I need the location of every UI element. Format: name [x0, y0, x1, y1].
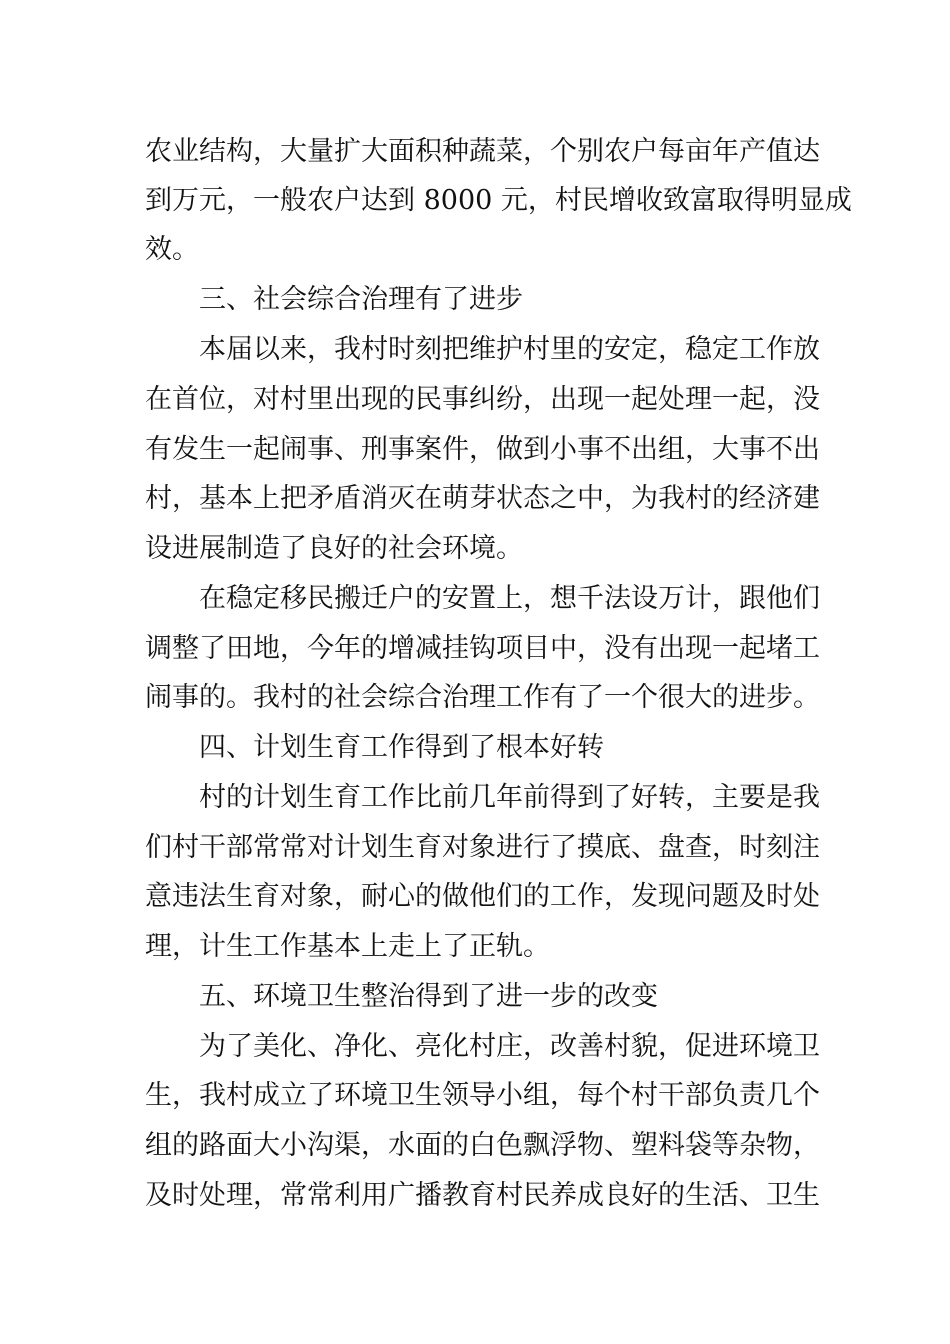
text-line: 到万元，一般农户达到 8000 元，村民增收致富取得明显成 — [145, 185, 852, 216]
text-line: 们村干部常常对计划生育对象进行了摸底、盘查，时刻注 — [145, 832, 820, 863]
text-line: 村，基本上把矛盾消灭在萌芽状态之中，为我村的经济建 — [145, 483, 820, 514]
text-line: 闹事的。我村的社会综合治理工作有了一个很大的进步。 — [145, 682, 820, 713]
text-line: 设进展制造了良好的社会环境。 — [145, 533, 523, 564]
text-line: 有发生一起闹事、刑事案件，做到小事不出组，大事不出 — [145, 434, 820, 465]
text-line: 为了美化、净化、亮化村庄，改善村貌，促进环境卫 — [199, 1031, 820, 1062]
text-line: 效。 — [145, 234, 199, 265]
text-line: 组的路面大小沟渠，水面的白色飘浮物、塑料袋等杂物， — [145, 1130, 820, 1161]
text-line: 在首位，对村里出现的民事纠纷，出现一起处理一起，没 — [145, 384, 820, 415]
section-heading: 五、环境卫生整治得到了进一步的改变 — [199, 981, 658, 1012]
text-line: 本届以来，我村时刻把维护村里的安定，稳定工作放 — [199, 334, 820, 365]
text-line: 村的计划生育工作比前几年前得到了好转，主要是我 — [199, 782, 820, 813]
text-line: 及时处理，常常利用广播教育村民养成良好的生活、卫生 — [145, 1180, 820, 1211]
section-heading: 三、社会综合治理有了进步 — [199, 284, 523, 315]
text-line: 农业结构，大量扩大面积种蔬菜，个别农户每亩年产值达 — [145, 136, 820, 167]
text-line: 生，我村成立了环境卫生领导小组，每个村干部负责几个 — [145, 1080, 820, 1111]
text-line: 理，计生工作基本上走上了正轨。 — [145, 931, 550, 962]
text-line: 调整了田地，今年的增减挂钩项目中，没有出现一起堵工 — [145, 633, 820, 664]
text-line: 在稳定移民搬迁户的安置上，想千法设万计，跟他们 — [199, 583, 820, 614]
text-line: 意违法生育对象，耐心的做他们的工作，发现问题及时处 — [145, 881, 820, 912]
section-heading: 四、计划生育工作得到了根本好转 — [199, 732, 604, 763]
